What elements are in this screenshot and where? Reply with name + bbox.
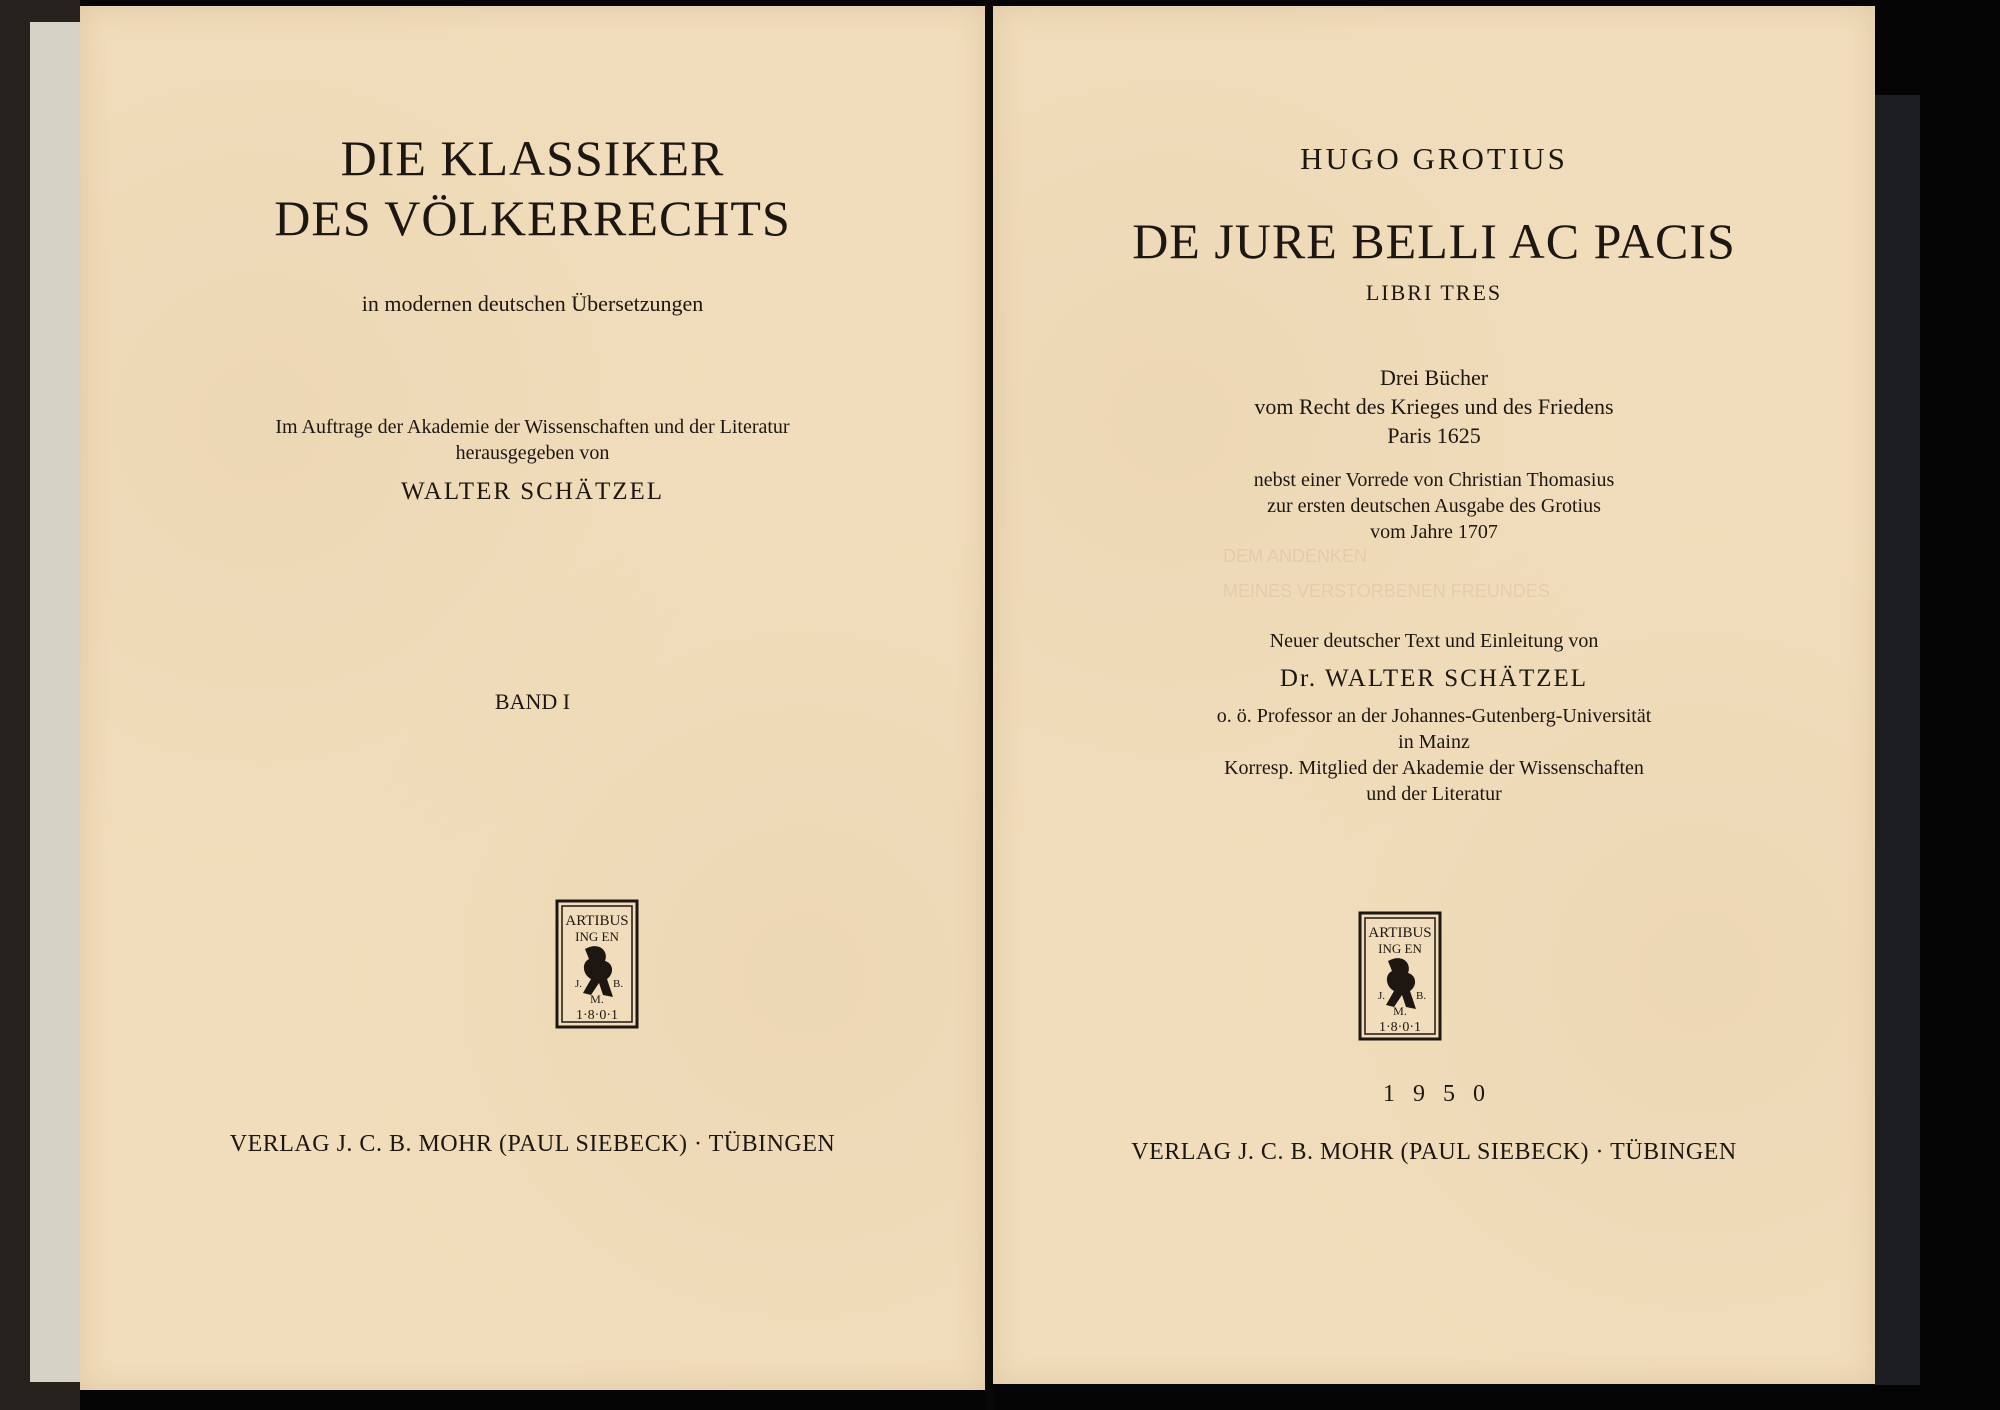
bleed-through-text: DEM ANDENKEN (1223, 546, 1368, 566)
preface-note (993, 467, 1875, 545)
commission-text (80, 414, 985, 466)
right-page (993, 6, 1875, 1384)
book-title: DE JURE BELLI AC PACIS (1132, 213, 1736, 269)
book-gutter (985, 0, 993, 1410)
svg-text:J.: J. (575, 978, 583, 990)
affiliation-line4: und der Literatur (1366, 783, 1502, 805)
editor-name: WALTER SCHÄTZEL (400, 478, 665, 505)
left-page (80, 6, 985, 1390)
translation-line: Neuer deutscher Text und Einleitung von (1269, 630, 1599, 652)
desc-line3: Paris 1625 (1387, 423, 1481, 448)
svg-text:ING EN: ING EN (1378, 941, 1422, 956)
desc-line1: Drei Bücher (1379, 365, 1489, 390)
svg-text:J.: J. (1378, 990, 1386, 1002)
svg-text:1·8·0·1: 1·8·0·1 (1379, 1020, 1421, 1035)
svg-text:M.: M. (590, 992, 604, 1006)
author-name: HUGO GROTIUS (1300, 141, 1568, 176)
commission-line1: Im Auftrage der Akademie der Wissenschaften und der Literatur (275, 416, 790, 438)
endpaper-strip (30, 22, 80, 1382)
svg-text:M.: M. (1393, 1004, 1407, 1018)
preface-line2: zur ersten deutschen Ausgabe des Grotius (1267, 495, 1601, 517)
publisher-mark-logo (555, 899, 639, 1034)
affiliation-line2: in Mainz (1398, 731, 1470, 753)
svg-text:1·8·0·1: 1·8·0·1 (576, 1008, 618, 1023)
volume-label: BAND I (494, 689, 571, 714)
series-subtitle: in modernen deutschen Übersetzungen (361, 291, 704, 316)
svg-text:ARTIBUS: ARTIBUS (565, 913, 629, 929)
publication-year: 1950 (1383, 1081, 1503, 1107)
translator-name: Dr. WALTER SCHÄTZEL (1279, 665, 1589, 692)
svg-text:ING EN: ING EN (575, 929, 619, 944)
series-title-line1: DIE KLASSIKER (340, 130, 725, 186)
commission-line2: herausgegeben von (455, 442, 610, 464)
bleed-through-text: MEINES VERSTORBENEN FREUNDES (1223, 581, 1550, 601)
book-description (993, 363, 1875, 450)
publisher-mark-logo (1358, 911, 1442, 1046)
svg-text:ARTIBUS: ARTIBUS (1368, 925, 1432, 941)
preface-line1: nebst einer Vorrede von Christian Thomasius (1253, 469, 1615, 491)
svg-text:B.: B. (1416, 990, 1427, 1002)
translator-affiliation (993, 703, 1875, 807)
publisher-line: VERLAG J. C. B. MOHR (PAUL SIEBECK) · TÜBINGEN (1131, 1139, 1737, 1165)
book-cover-edge-right (1875, 95, 1920, 1385)
publisher-line: VERLAG J. C. B. MOHR (PAUL SIEBECK) · TÜBINGEN (229, 1131, 836, 1157)
book-subtitle: LIBRI TRES (1365, 280, 1503, 305)
affiliation-line1: o. ö. Professor an der Johannes-Gutenberg-Universität (1216, 705, 1652, 727)
series-title (80, 128, 985, 248)
series-title-line2: DES VÖLKERRECHTS (274, 190, 791, 246)
svg-text:B.: B. (613, 978, 624, 990)
affiliation-line3: Korresp. Mitglied der Akademie der Wissenschaften (1224, 757, 1644, 779)
preface-line3: vom Jahre 1707 (1370, 521, 1498, 543)
desc-line2: vom Recht des Krieges und des Friedens (1254, 394, 1614, 419)
